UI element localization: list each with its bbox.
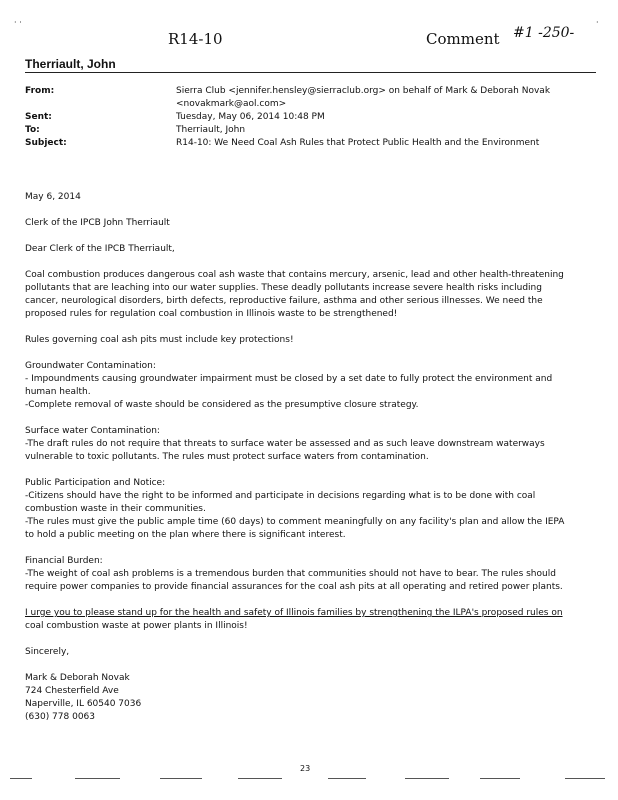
header-label: Subject: — [25, 138, 67, 148]
letter-body — [25, 191, 597, 737]
comment-label-stamp: Comment — [426, 30, 500, 48]
letter-addressee: Clerk of the IPCB John Therriault — [25, 218, 170, 228]
header-label: From: — [25, 86, 55, 96]
section-line: - Impoundments causing groundwater impairment must be closed by a set date to fully protect the environment and — [25, 374, 553, 384]
signature-phone: (630) 778 0063 — [25, 712, 96, 722]
rules-intro: Rules governing coal ash pits must include key protections! — [25, 335, 294, 345]
header-row-to — [25, 124, 595, 137]
header-value: R14-10: We Need Coal Ash Rules that Protect Public Health and the Environment — [176, 138, 540, 148]
page-number: 23 — [300, 764, 311, 773]
section-line: require power companies to provide financial assurances for the coal ash pits at all operating and retired power plants. — [25, 582, 563, 592]
header-label — [25, 98, 176, 111]
header-value: Tuesday, May 06, 2014 10:48 PM — [176, 112, 325, 122]
section-line: combustion waste in their communities. — [25, 504, 206, 514]
section-surface-water — [25, 425, 597, 464]
signoff: Sincerely, — [25, 647, 70, 657]
paragraph-line: pollutants that are leaching into our water supplies. These deadly pollutants increase severe health risks including — [25, 283, 542, 293]
scan-footer-marks — [10, 778, 608, 780]
header-row-from — [25, 85, 595, 98]
signature-name: Mark & Deborah Novak — [25, 673, 130, 683]
section-financial-burden — [25, 555, 597, 594]
closing-line: I urge you to please stand up for the health and safety of Illinois families by strengthening the ILPA's proposed rules on — [25, 608, 563, 618]
header-label: To: — [25, 125, 40, 135]
section-line: vulnerable to toxic pollutants. The rules must protect surface waters from contamination. — [25, 452, 429, 462]
signature-street: 724 Chesterfield Ave — [25, 686, 119, 696]
header-divider — [25, 72, 596, 73]
section-line: -The draft rules do not require that threats to surface water be assessed and as such leave downstream waterways — [25, 439, 545, 449]
email-header — [25, 85, 595, 150]
section-public-participation — [25, 477, 597, 542]
section-heading: Public Participation and Notice: — [25, 478, 166, 488]
closing-line: coal combustion waste at power plants in Illinois! — [25, 621, 248, 631]
header-value: Therriault, John — [176, 125, 246, 135]
comment-number-stamp: #1 -250- — [513, 25, 575, 41]
header-row-subject — [25, 137, 595, 150]
section-heading: Financial Burden: — [25, 556, 103, 566]
scan-mark: · · — [14, 18, 22, 27]
header-label: Sent: — [25, 112, 52, 122]
signature-block — [25, 672, 597, 724]
section-line: -Citizens should have the right to be informed and participate in decisions regarding what is to be done with coal — [25, 491, 536, 501]
intro-paragraph — [25, 269, 597, 321]
section-heading: Groundwater Contamination: — [25, 361, 156, 371]
header-value: Sierra Club <jennifer.hensley@sierraclub.org> on behalf of Mark & Deborah Novak — [176, 86, 551, 96]
recipient-name: Therriault, John — [25, 57, 116, 71]
scan-mark: · — [596, 18, 599, 27]
paragraph-line: cancer, neurological disorders, birth defects, reproductive failure, asthma and other serious illnesses. We need the — [25, 296, 543, 306]
paragraph-line: Coal combustion produces dangerous coal ash waste that contains mercury, arsenic, lead and other health-threatening — [25, 270, 564, 280]
header-row-from-cont — [25, 98, 595, 111]
section-line: -The weight of coal ash problems is a tremendous burden that communities should not have to bear. The rules should — [25, 569, 556, 579]
paragraph-line: proposed rules for regulation coal combustion in Illinois waste to be strengthened! — [25, 309, 398, 319]
header-row-sent — [25, 111, 595, 124]
header-value: <novakmark@aol.com> — [176, 99, 287, 109]
signature-city: Naperville, IL 60540 7036 — [25, 699, 142, 709]
letter-date: May 6, 2014 — [25, 192, 81, 202]
section-line: -The rules must give the public ample time (60 days) to comment meaningfully on any facility's plan and allow the IEPA — [25, 517, 565, 527]
section-line: -Complete removal of waste should be considered as the presumptive closure strategy. — [25, 400, 419, 410]
section-heading: Surface water Contamination: — [25, 426, 160, 436]
section-line: human health. — [25, 387, 91, 397]
section-line: to hold a public meeting on the plan where there is significant interest. — [25, 530, 346, 540]
case-number-stamp: R14-10 — [168, 30, 223, 48]
closing-paragraph — [25, 607, 597, 633]
section-groundwater — [25, 360, 597, 412]
letter-salutation: Dear Clerk of the IPCB Therriault, — [25, 244, 175, 254]
